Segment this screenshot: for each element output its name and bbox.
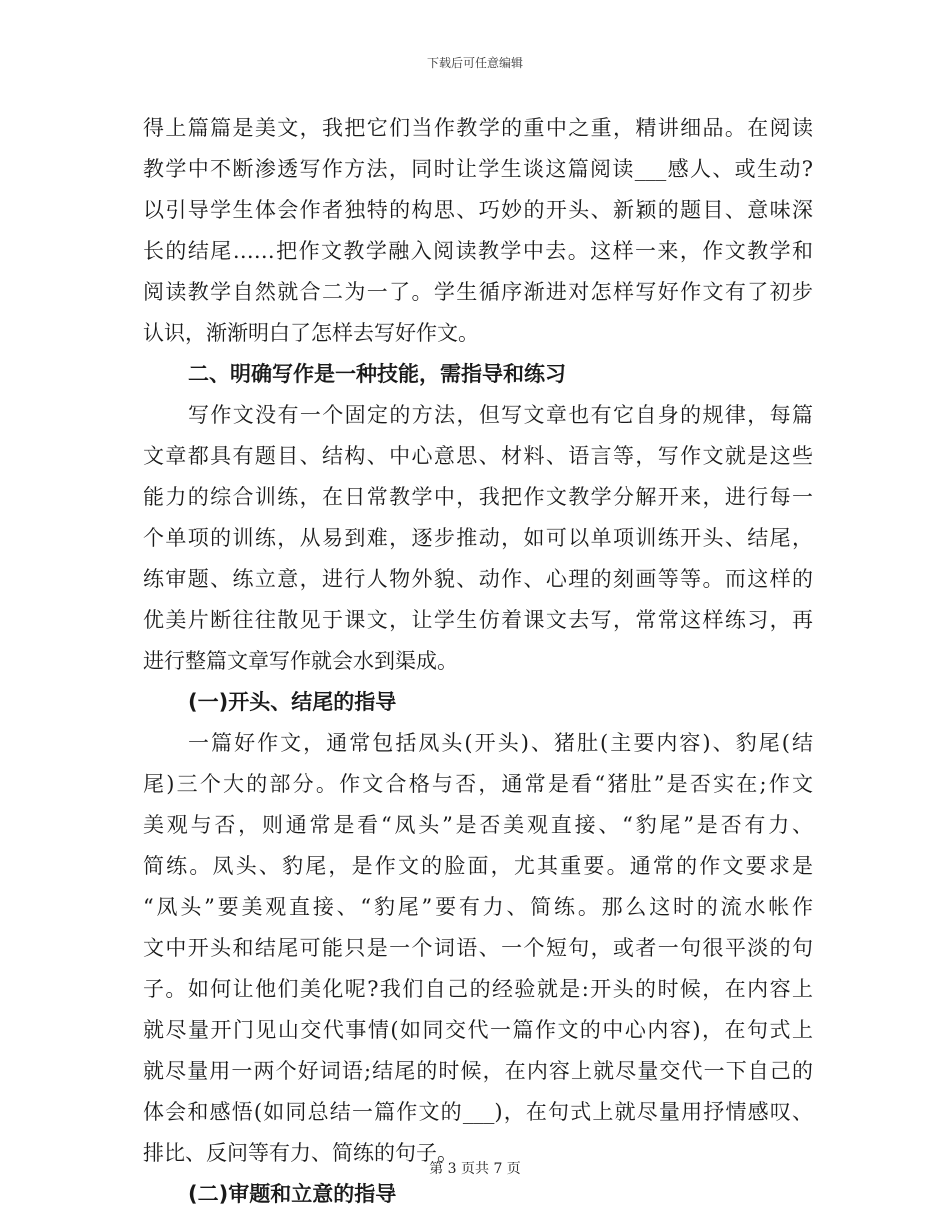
section-heading: (一)开头、结尾的指导 bbox=[188, 690, 397, 714]
paragraph-line: 美观与否，则通常是看“凤头”是否美观直接、“豹尾”是否有力、 bbox=[143, 813, 813, 837]
paragraph-line: 教学中不断渗透写作方法，同时让学生谈这篇阅读___感人、或生动? bbox=[143, 157, 813, 181]
paragraph-line: 文中开头和结尾可能只是一个词语、一个短句，或者一句很平淡的句 bbox=[143, 936, 813, 960]
page-header: 下载后可任意编辑 bbox=[426, 56, 523, 70]
paragraph-line: 就尽量开门见山交代事情(如同交代一篇作文的中心内容)，在句式上 bbox=[143, 1018, 813, 1042]
paragraph-line: 写作文没有一个固定的方法，但写文章也有它自身的规律，每篇 bbox=[188, 403, 813, 427]
section-heading: (二)审题和立意的指导 bbox=[188, 1182, 397, 1206]
paragraph-line: 认识，渐渐明白了怎样去写好作文。 bbox=[143, 321, 479, 345]
paragraph-line: 阅读教学自然就合二为一了。学生循序渐进对怎样写好作文有了初步 bbox=[143, 280, 813, 304]
paragraph-line: 体会和感悟(如同总结一篇作文的___)，在句式上就尽量用抒情感叹、 bbox=[143, 1100, 813, 1124]
paragraph-line: 进行整篇文章写作就会水到渠成。 bbox=[143, 649, 458, 673]
paragraph-line: 练审题、练立意，进行人物外貌、动作、心理的刻画等等。而这样的 bbox=[143, 567, 813, 591]
paragraph-line: “凤头”要美观直接、“豹尾”要有力、简练。那么这时的流水帐作 bbox=[143, 895, 813, 919]
paragraph-line: 简练。凤头、豹尾，是作文的脸面，尤其重要。通常的作文要求是 bbox=[143, 854, 813, 878]
paragraph-line: 尾)三个大的部分。作文合格与否，通常是看“猪肚”是否实在;作文 bbox=[143, 772, 813, 796]
paragraph-line: 个单项的训练，从易到难，逐步推动，如可以单项训练开头、结尾， bbox=[143, 526, 813, 550]
section-heading: 二、明确写作是一种技能，需指导和练习 bbox=[188, 362, 566, 386]
paragraph-line: 优美片断往往散见于课文，让学生仿着课文去写，常常这样练习，再 bbox=[143, 608, 813, 632]
paragraph-line: 能力的综合训练，在日常教学中，我把作文教学分解开来，进行每一 bbox=[143, 485, 813, 509]
paragraph-line: 长的结尾……把作文教学融入阅读教学中去。这样一来，作文教学和 bbox=[143, 239, 813, 263]
paragraph-line: 得上篇篇是美文，我把它们当作教学的重中之重，精讲细品。在阅读 bbox=[143, 116, 813, 140]
paragraph-line: 以引导学生体会作者独特的构思、巧妙的开头、新颖的题目、意味深 bbox=[143, 198, 813, 222]
paragraph-line: 子。如何让他们美化呢?我们自己的经验就是:开头的时候，在内容上 bbox=[143, 977, 813, 1001]
paragraph-line: 文章都具有题目、结构、中心意思、材料、语言等，写作文就是这些 bbox=[143, 444, 813, 468]
paragraph-line: 一篇好作文，通常包括凤头(开头)、猪肚(主要内容)、豹尾(结 bbox=[188, 731, 813, 755]
paragraph-line: 排比、反问等有力、简练的句子。 bbox=[143, 1141, 458, 1165]
paragraph-line: 就尽量用一两个好词语;结尾的时候，在内容上就尽量交代一下自己的 bbox=[143, 1059, 813, 1083]
page-footer: 第 3 页共 7 页 bbox=[429, 1161, 521, 1177]
